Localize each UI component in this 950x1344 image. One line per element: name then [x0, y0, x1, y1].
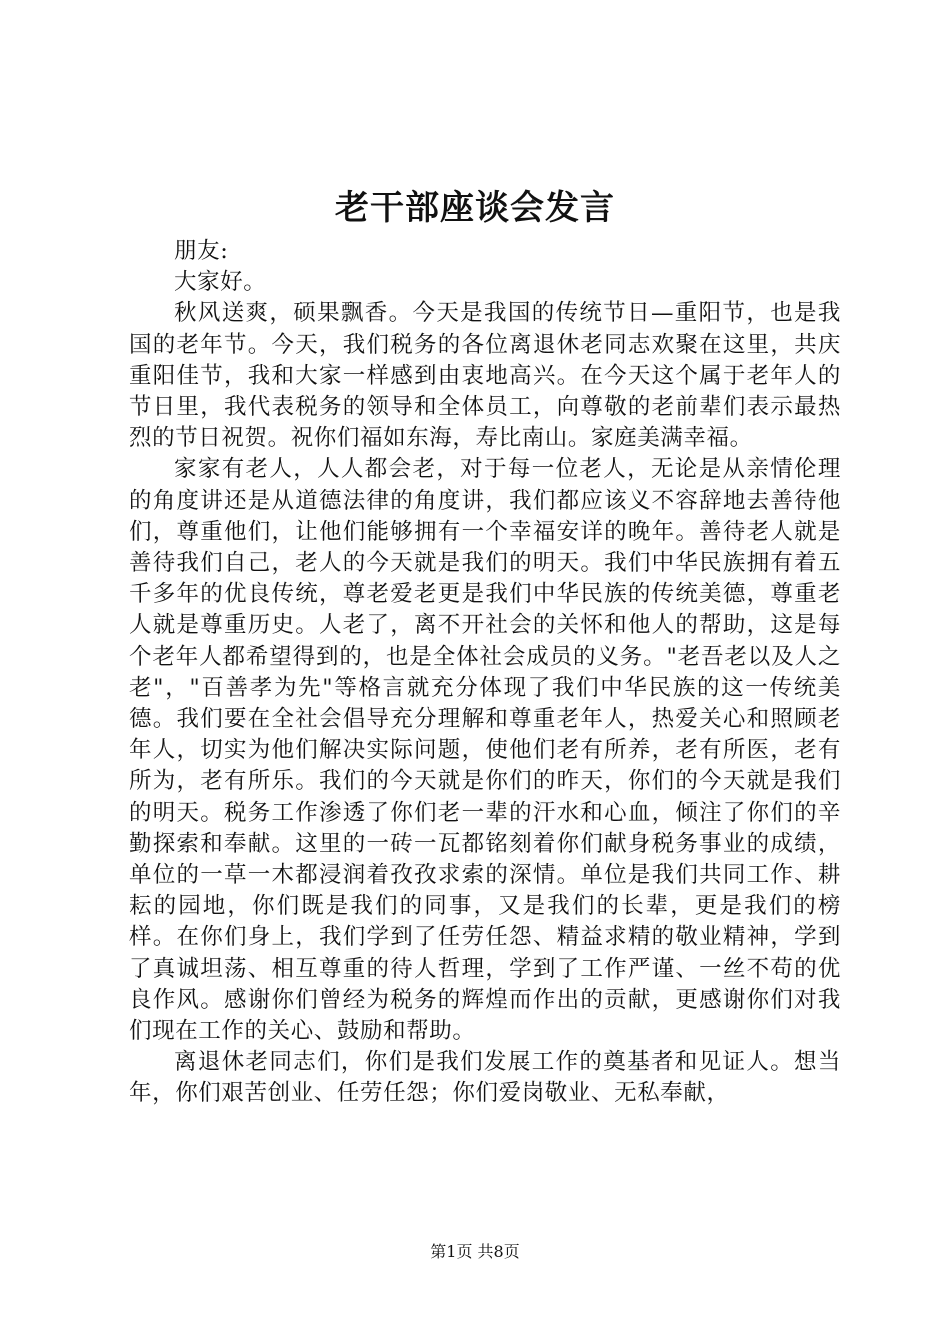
paragraph-2: 家家有老人，人人都会老，对于每一位老人，无论是从亲情伦理的角度讲还是从道德法律的角度讲，我们都应该义不容辞地去善待他们，尊重他们，让他们能够拥有一个幸福安详的晚年。善待老人就是善待我们自己，老人的今天就是我们的明天。我们中华民族拥有着五千多年的优良传统，尊老爱老更是我们中华民族的传统美德，尊重老人就是尊重历史。人老了，离不开社会的关怀和他人的帮助，这是每个老年人都希望得到的，也是全体社会成员的义务。"老吾老以及人之老"，"百善孝为先"等格言就充分体现了我们中华民族的这一传统美德。我们要在全社会倡导充分理解和尊重老年人，热爱关心和照顾老年人，切实为他们解决实际问题，使他们老有所养，老有所医，老有所为，老有所乐。我们的今天就是你们的昨天，你们的今天就是我们的明天。税务工作渗透了你们老一辈的汗水和心血，倾注了你们的辛勤探索和奉献。这里的一砖一瓦都铭刻着你们献身税务事业的成绩，单位的一草一木都浸润着孜孜求索的深情。单位是我们共同工作、耕耘的园地，你们既是我们的同事，又是我们的长辈，更是我们的榜样。在你们身上，我们学到了任劳任怨、精益求精的敬业精神，学到了真诚坦荡、相互尊重的待人哲理，学到了工作严谨、一丝不苟的优良作风。感谢你们曾经为税务的辉煌而作出的贡献，更感谢你们对我们现在工作的关心、鼓励和帮助。: [129, 456, 841, 1045]
document-body: [129, 236, 841, 1110]
salutation: 朋友:: [174, 238, 229, 264]
page-number-footer: 第1页 共8页: [430, 1242, 520, 1261]
greeting: 大家好。: [174, 269, 267, 296]
document-title: 老干部座谈会发言: [335, 188, 615, 228]
paragraph-3: 离退休老同志们，你们是我们发展工作的奠基者和见证人。想当年，你们艰苦创业、任劳任怨；你们爱岗敬业、无私奉献，: [129, 1049, 841, 1107]
paragraph-1: 秋风送爽，硕果飘香。今天是我国的传统节日—重阳节，也是我国的老年节。今天，我们税务的各位离退休老同志欢聚在这里，共庆重阳佳节，我和大家一样感到由衷地高兴。在今天这个属于老年人的节日里，我代表税务的领导和全体员工，向尊敬的老前辈们表示最热烈的节日祝贺。祝你们福如东海，寿比南山。家庭美满幸福。: [129, 300, 841, 452]
